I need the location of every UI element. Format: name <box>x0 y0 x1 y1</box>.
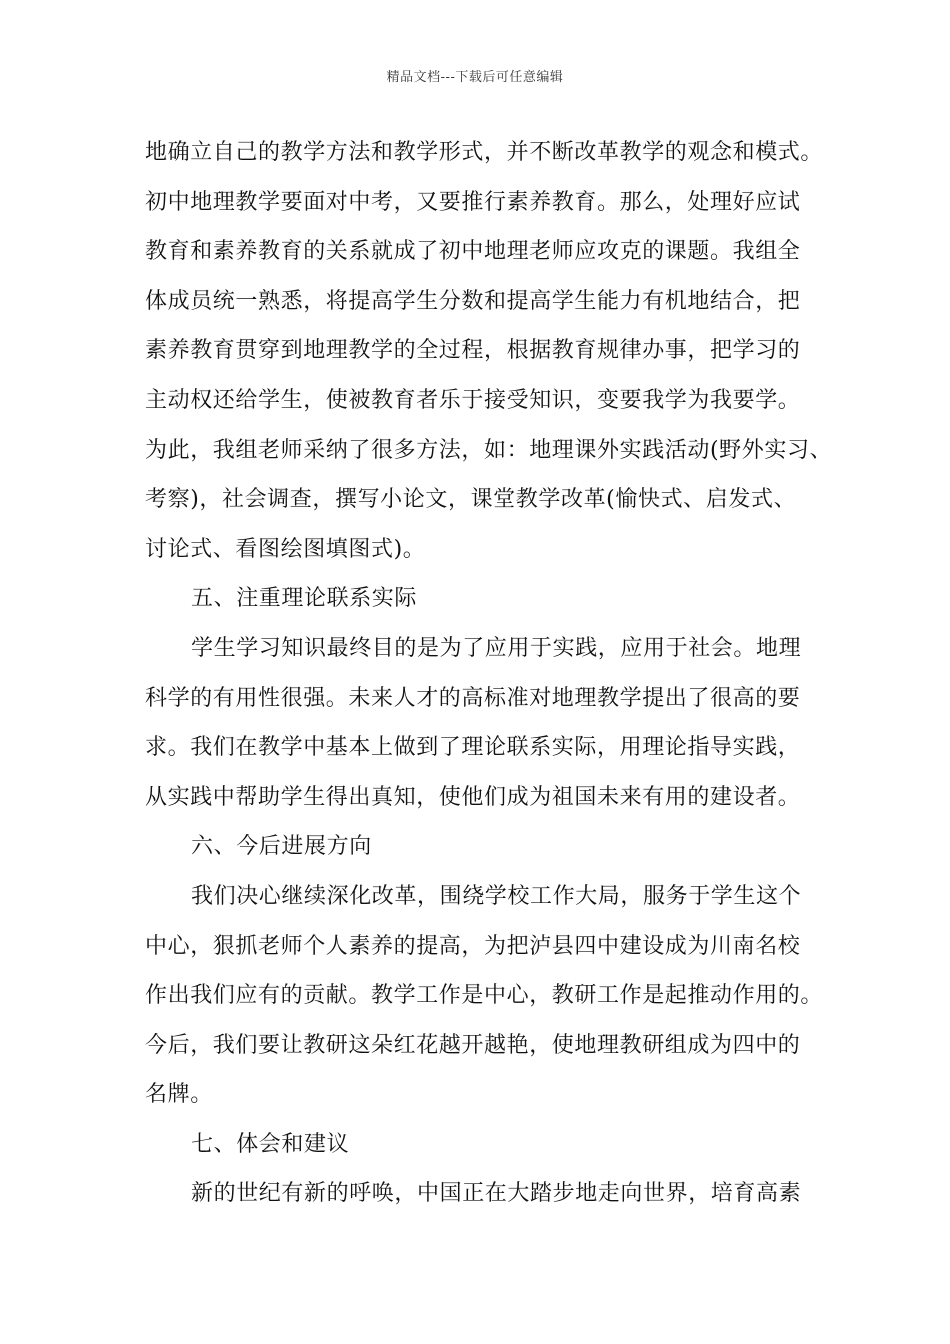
body-line: 名牌。 <box>145 1082 213 1108</box>
body-line: 主动权还给学生，使被教育者乐于接受知识，变要我学为我要学。 <box>145 387 801 413</box>
body-line: 素养教育贯穿到地理教学的全过程，根据教育规律办事，把学习的 <box>145 338 801 364</box>
body-line: 初中地理教学要面对中考，又要推行素养教育。那么，处理好应试 <box>145 189 801 215</box>
body-line: 科学的有用性很强。未来人才的高标准对地理教学提出了很高的要 <box>145 685 801 711</box>
body-line: 今后，我们要让教研这朵红花越开越艳，使地理教研组成为四中的 <box>145 1032 801 1058</box>
body-line: 作出我们应有的贡献。教学工作是中心，教研工作是起推动作用的。 <box>145 983 824 1009</box>
body-line: 从实践中帮助学生得出真知，使他们成为祖国未来有用的建设者。 <box>145 784 801 810</box>
section-heading: 六、今后进展方向 <box>191 834 372 860</box>
body-line: 为此，我组老师采纳了很多方法，如：地理课外实践活动(野外实习、 <box>145 437 833 463</box>
paragraph-first-line: 我们决心继续深化改革，围绕学校工作大局，服务于学生这个 <box>191 883 802 909</box>
page-header: 精品文档---下载后可任意编辑 <box>386 70 564 85</box>
body-line: 地确立自己的教学方法和教学形式，并不断改革教学的观念和模式。 <box>145 140 824 165</box>
body-line: 讨论式、看图绘图填图式)。 <box>145 536 426 562</box>
document-body <box>145 128 833 1219</box>
body-line: 中心，狠抓老师个人素养的提高，为把泸县四中建设成为川南名校 <box>145 933 801 959</box>
body-line: 体成员统一熟悉，将提高学生分数和提高学生能力有机地结合，把 <box>145 288 801 314</box>
paragraph-first-line: 学生学习知识最终目的是为了应用于实践，应用于社会。地理 <box>191 635 802 661</box>
paragraph-first-line: 新的世纪有新的呼唤，中国正在大踏步地走向世界，培育高素 <box>191 1181 802 1207</box>
body-line: 考察)，社会调查，撰写小论文，课堂教学改革(愉快式、启发式、 <box>145 487 797 513</box>
section-heading: 七、体会和建议 <box>191 1131 350 1157</box>
body-line: 求。我们在教学中基本上做到了理论联系实际，用理论指导实践， <box>145 735 801 761</box>
body-line: 教育和素养教育的关系就成了初中地理老师应攻克的课题。我组全 <box>145 239 801 265</box>
section-heading: 五、注重理论联系实际 <box>191 586 418 612</box>
